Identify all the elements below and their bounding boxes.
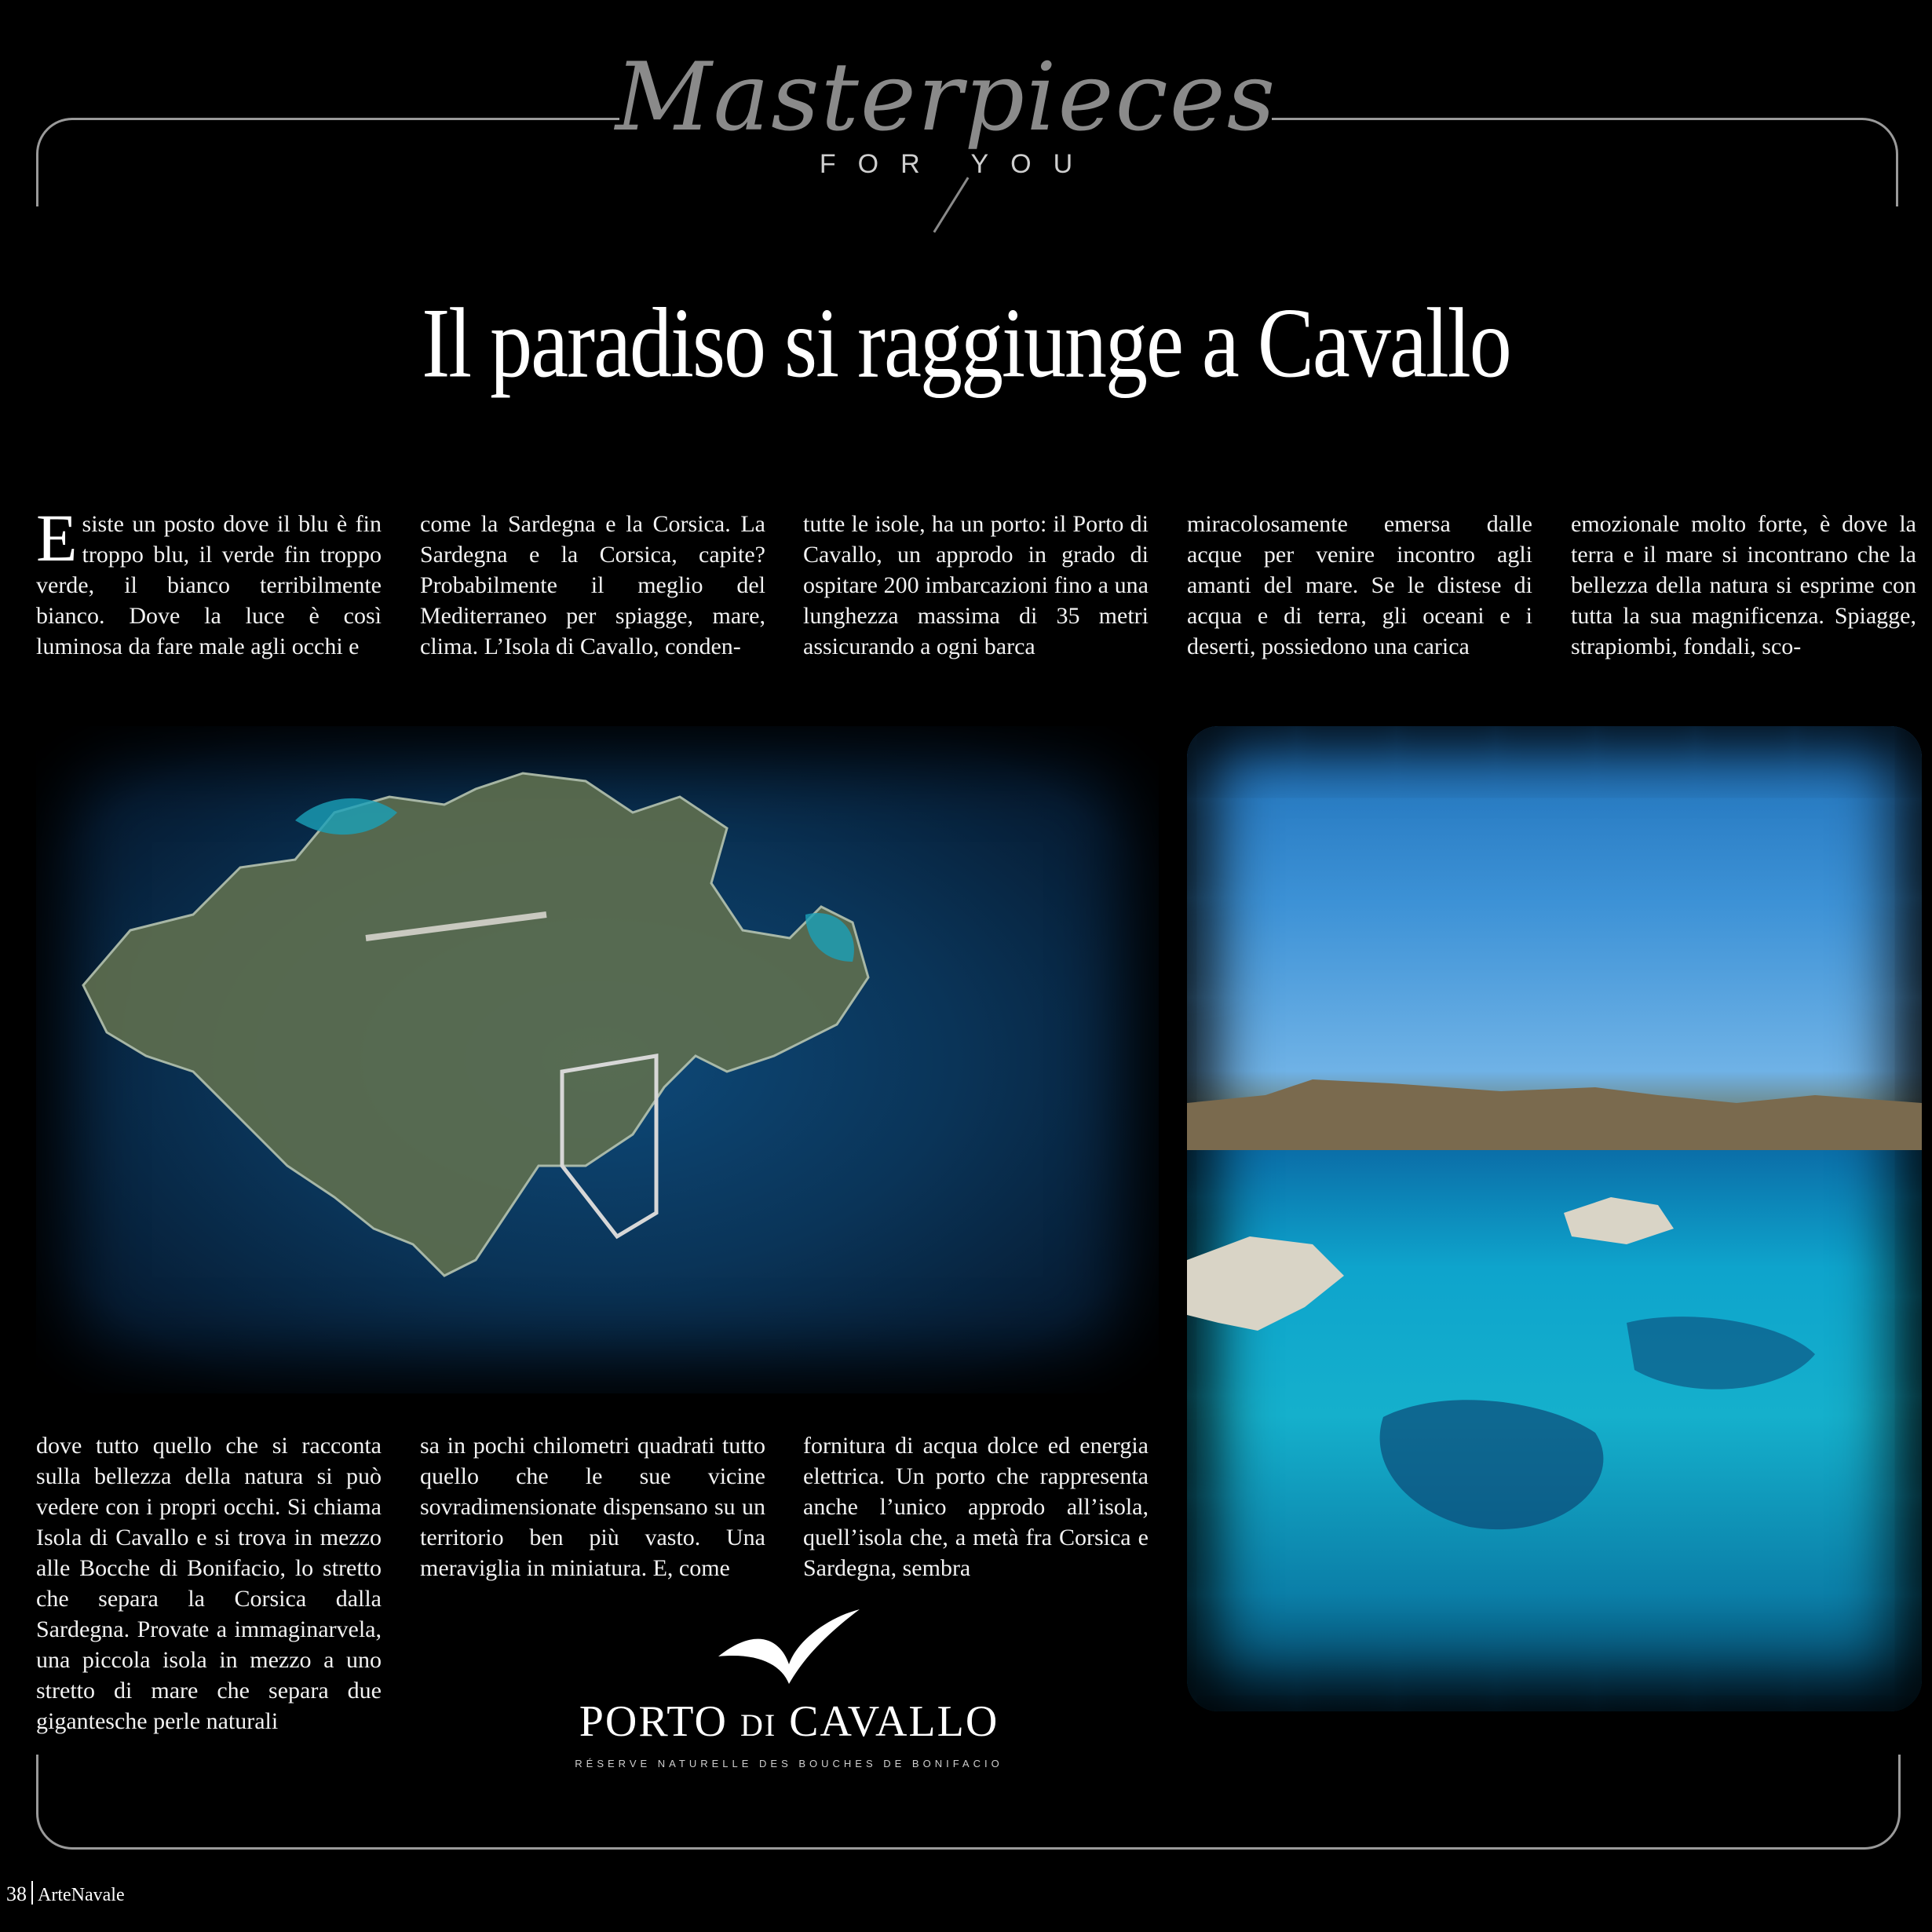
seagull-icon: [710, 1609, 867, 1688]
column-1-bottom: dove tutto quello che si racconta sulla bellezza della natura si può vedere con i propri occhi. Si chiama Isola di Cavallo e si trova in mezzo alle Bocche di Bonifacio, lo stretto che separa la Corsica dalla Sardegna. Provate a immaginarvela, una piccola isola in mezzo a uno stretto di mare che separa due gigantesche perle naturali: [36, 1433, 382, 1734]
magazine-name: ArteNavale: [38, 1885, 125, 1905]
column-3-top: tutte le isole, ha un porto: il Porto di Cavallo, un approdo in grado di ospitare 200 imbarcazioni fino a una lunghezza massima di 35 metri assicurando a ogni barca: [803, 511, 1149, 659]
granite-rock: [1187, 1236, 1344, 1331]
masthead-subtitle: FOR YOU: [819, 149, 1095, 179]
seaweed-patch: [1380, 1400, 1604, 1529]
column-3-bottom: fornitura di acqua dolce ed energia elettrica. Un porto che rappresenta anche l’unico approdo all’isola, quell’isola che, a metà fra Corsica e Sardegna, sembra: [803, 1433, 1149, 1581]
porto-di-cavallo-logo: [550, 1609, 1028, 1769]
coastline-photo: [1187, 726, 1922, 1711]
logo-brand: PORTO DI CAVALLO: [579, 1697, 999, 1746]
column-5-top: emozionale molto forte, è dove la terra e il mare si incontrano che la bellezza della natura si esprime con tutta la sua magnificenza. Spiagge, strapiombi, fondali, sco-: [1571, 511, 1916, 659]
hillside-village: [1187, 1079, 1922, 1150]
granite-rock: [1564, 1197, 1674, 1244]
column-2-top: come la Sardegna e la Corsica. La Sardegna e la Corsica, capite? Probabilmente il meglio del Mediterraneo per spiagge, mare, clima. L’Isola di Cavallo, conden-: [420, 511, 765, 659]
island-illustration: [36, 726, 1159, 1393]
seaweed-patch: [1627, 1317, 1815, 1390]
column-4-top: miracolosamente emersa dalle acque per venire incontro agli amanti del mare. Se le distese di acqua e di terra, gli oceani e i deserti, possiedono una carica: [1187, 511, 1532, 659]
logo-tagline: RÉSERVE NATURELLE DES BOUCHES DE BONIFACIO: [575, 1758, 1003, 1769]
dropcap: E: [36, 500, 78, 575]
coast-illustration: [1187, 726, 1922, 1711]
column-text: siste un posto dove il blu è fin troppo blu, il verde fin troppo verde, il bianco terribilmente bianco. Dove la luce è così luminosa da fare male agli occhi e: [36, 511, 382, 659]
page-footer: [6, 1881, 125, 1906]
island-shape: [83, 773, 868, 1276]
footer-separator: [31, 1881, 33, 1905]
frame-top-right: [1272, 118, 1898, 206]
frame-top-left: [36, 118, 619, 206]
column-2-bottom: sa in pochi chilometri quadrati tutto quello che le sue vicine sovradimensionate dispensano su un territorio ben più vasto. Una meraviglia in miniatura. E, come: [420, 1433, 765, 1581]
article-title: Il paradiso si raggiunge a Cavallo: [422, 288, 1510, 399]
aerial-island-photo: [36, 726, 1159, 1393]
masthead: [612, 39, 1280, 204]
column-1-top: [36, 500, 382, 662]
masthead-flourish: [933, 177, 970, 232]
page-number: 38: [6, 1883, 27, 1905]
masthead-script-title: Masterpieces: [615, 43, 1277, 152]
